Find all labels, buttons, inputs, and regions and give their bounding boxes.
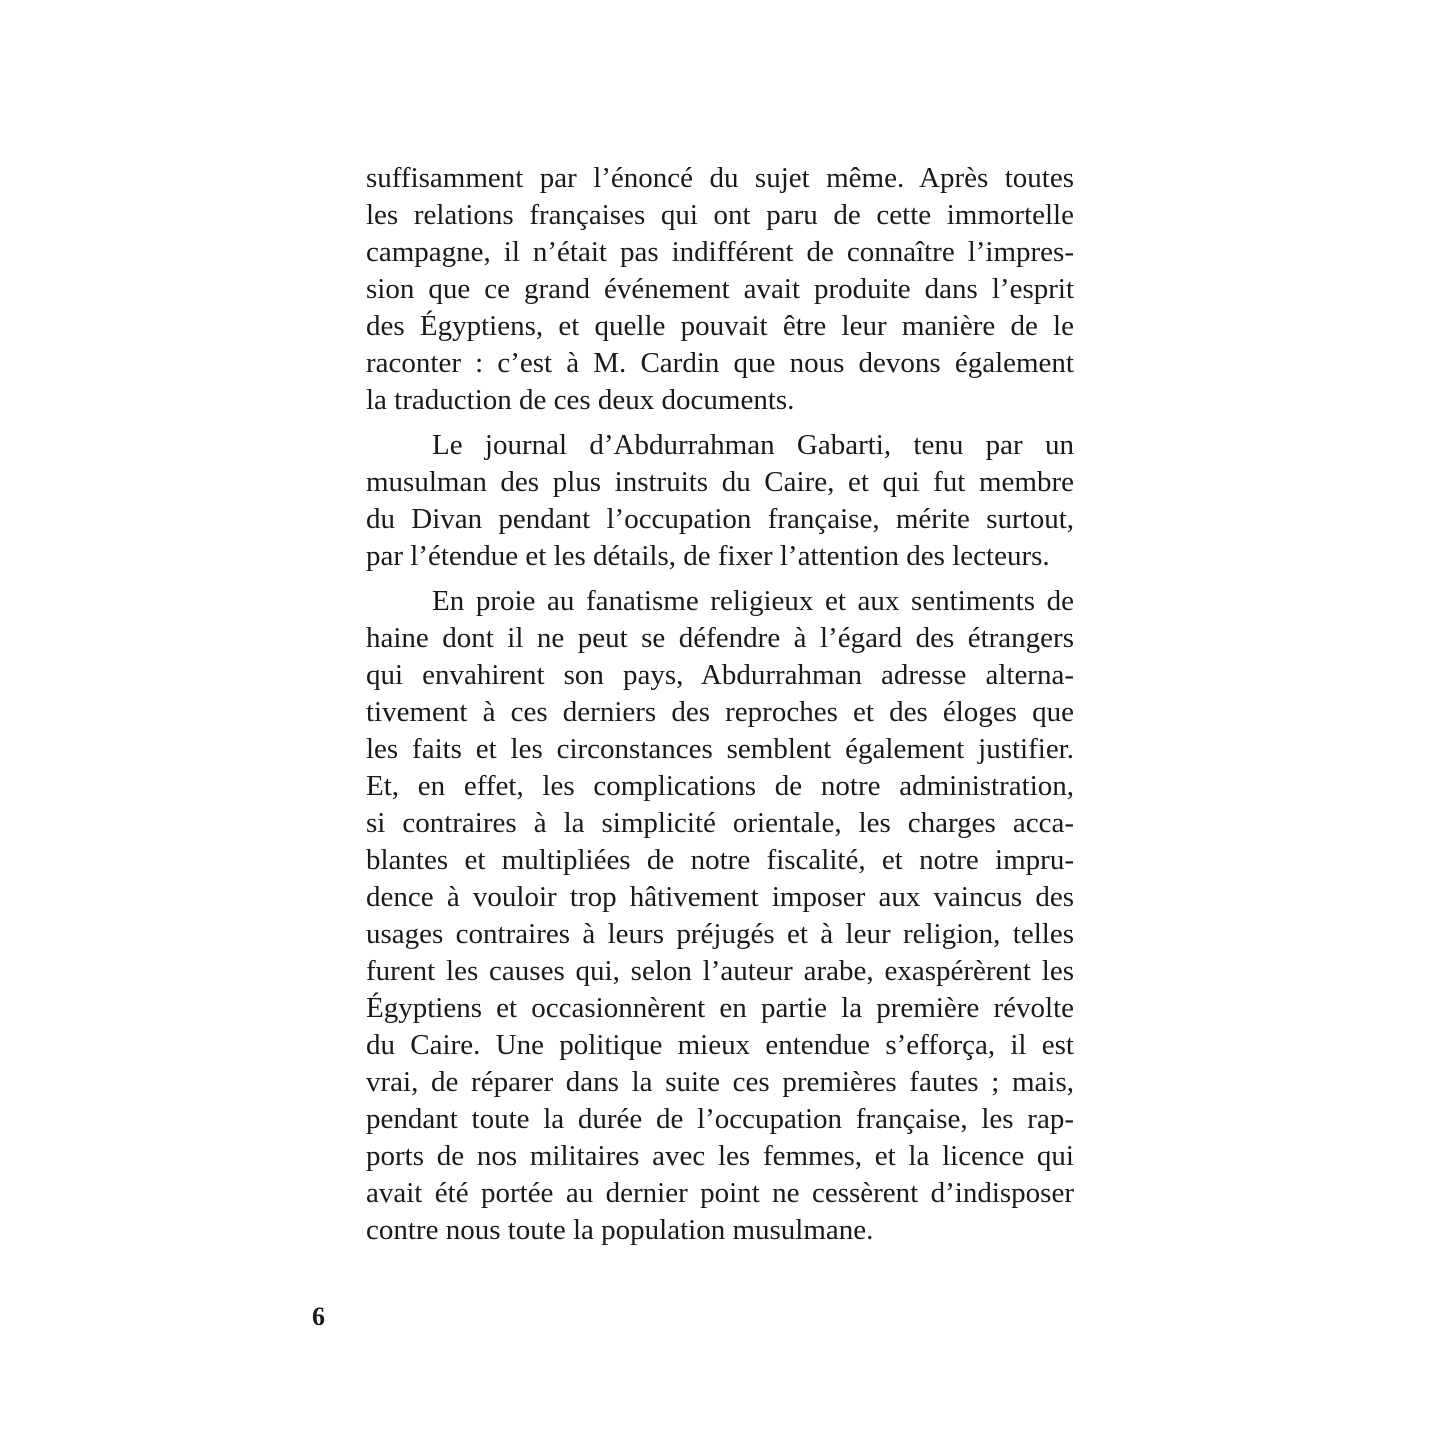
text-line: Le journal d’Abdurrahman Gabarti, tenu par un	[432, 429, 1074, 461]
paragraph-2	[366, 427, 1074, 575]
text-line: pendant toute la durée de l’occupation française, les rap-	[366, 1103, 1074, 1135]
text-line: raconter : c’est à M. Cardin que nous devons également	[366, 347, 1074, 379]
text-line: si contraires à la simplicité orientale, les charges acca-	[366, 807, 1074, 839]
text-line: contre nous toute la population musulmane.	[366, 1214, 874, 1246]
text-line: sion que ce grand événement avait produite dans l’esprit	[366, 273, 1074, 305]
text-line: du Divan pendant l’occupation française, mérite surtout,	[366, 503, 1074, 535]
text-line: ports de nos militaires avec les femmes, et la licence qui	[366, 1140, 1074, 1172]
text-line: Égyptiens et occasionnèrent en partie la première révolte	[366, 992, 1074, 1024]
text-line: dence à vouloir trop hâtivement imposer aux vaincus des	[366, 881, 1074, 913]
text-line: musulman des plus instruits du Caire, et qui fut membre	[366, 466, 1074, 498]
text-line: tivement à ces derniers des reproches et des éloges que	[366, 696, 1074, 728]
text-line: vrai, de réparer dans la suite ces premières fautes ; mais,	[366, 1066, 1074, 1098]
text-line: En proie au fanatisme religieux et aux sentiments de	[432, 585, 1074, 617]
text-line: blantes et multipliées de notre fiscalité, et notre impru-	[366, 844, 1074, 876]
page-number: 6	[312, 1302, 325, 1331]
text-line: furent les causes qui, selon l’auteur arabe, exaspérèrent les	[366, 955, 1074, 987]
paragraph-3	[366, 583, 1074, 1249]
text-line: les relations françaises qui ont paru de cette immortelle	[366, 199, 1074, 231]
text-line: les faits et les circonstances semblent également justifier.	[366, 733, 1074, 765]
text-line: suffisamment par l’énoncé du sujet même. Après toutes	[366, 162, 1074, 194]
text-line: haine dont il ne peut se défendre à l’égard des étrangers	[366, 622, 1074, 654]
text-line: campagne, il n’était pas indifférent de connaître l’impres-	[366, 236, 1074, 268]
text-line: par l’étendue et les détails, de fixer l’attention des lecteurs.	[366, 540, 1050, 572]
text-line: avait été portée au dernier point ne cessèrent d’indisposer	[366, 1177, 1074, 1209]
text-line: des Égyptiens, et quelle pouvait être leur manière de le	[366, 310, 1074, 342]
text-line: la traduction de ces deux documents.	[366, 384, 795, 416]
text-line: Et, en effet, les complications de notre administration,	[366, 770, 1074, 802]
text-line: usages contraires à leurs préjugés et à leur religion, telles	[366, 918, 1074, 950]
text-line: qui envahirent son pays, Abdurrahman adresse alterna-	[366, 659, 1074, 691]
body-text	[366, 160, 1074, 1249]
text-line: du Caire. Une politique mieux entendue s’efforça, il est	[366, 1029, 1074, 1061]
paragraph-1	[366, 160, 1074, 419]
